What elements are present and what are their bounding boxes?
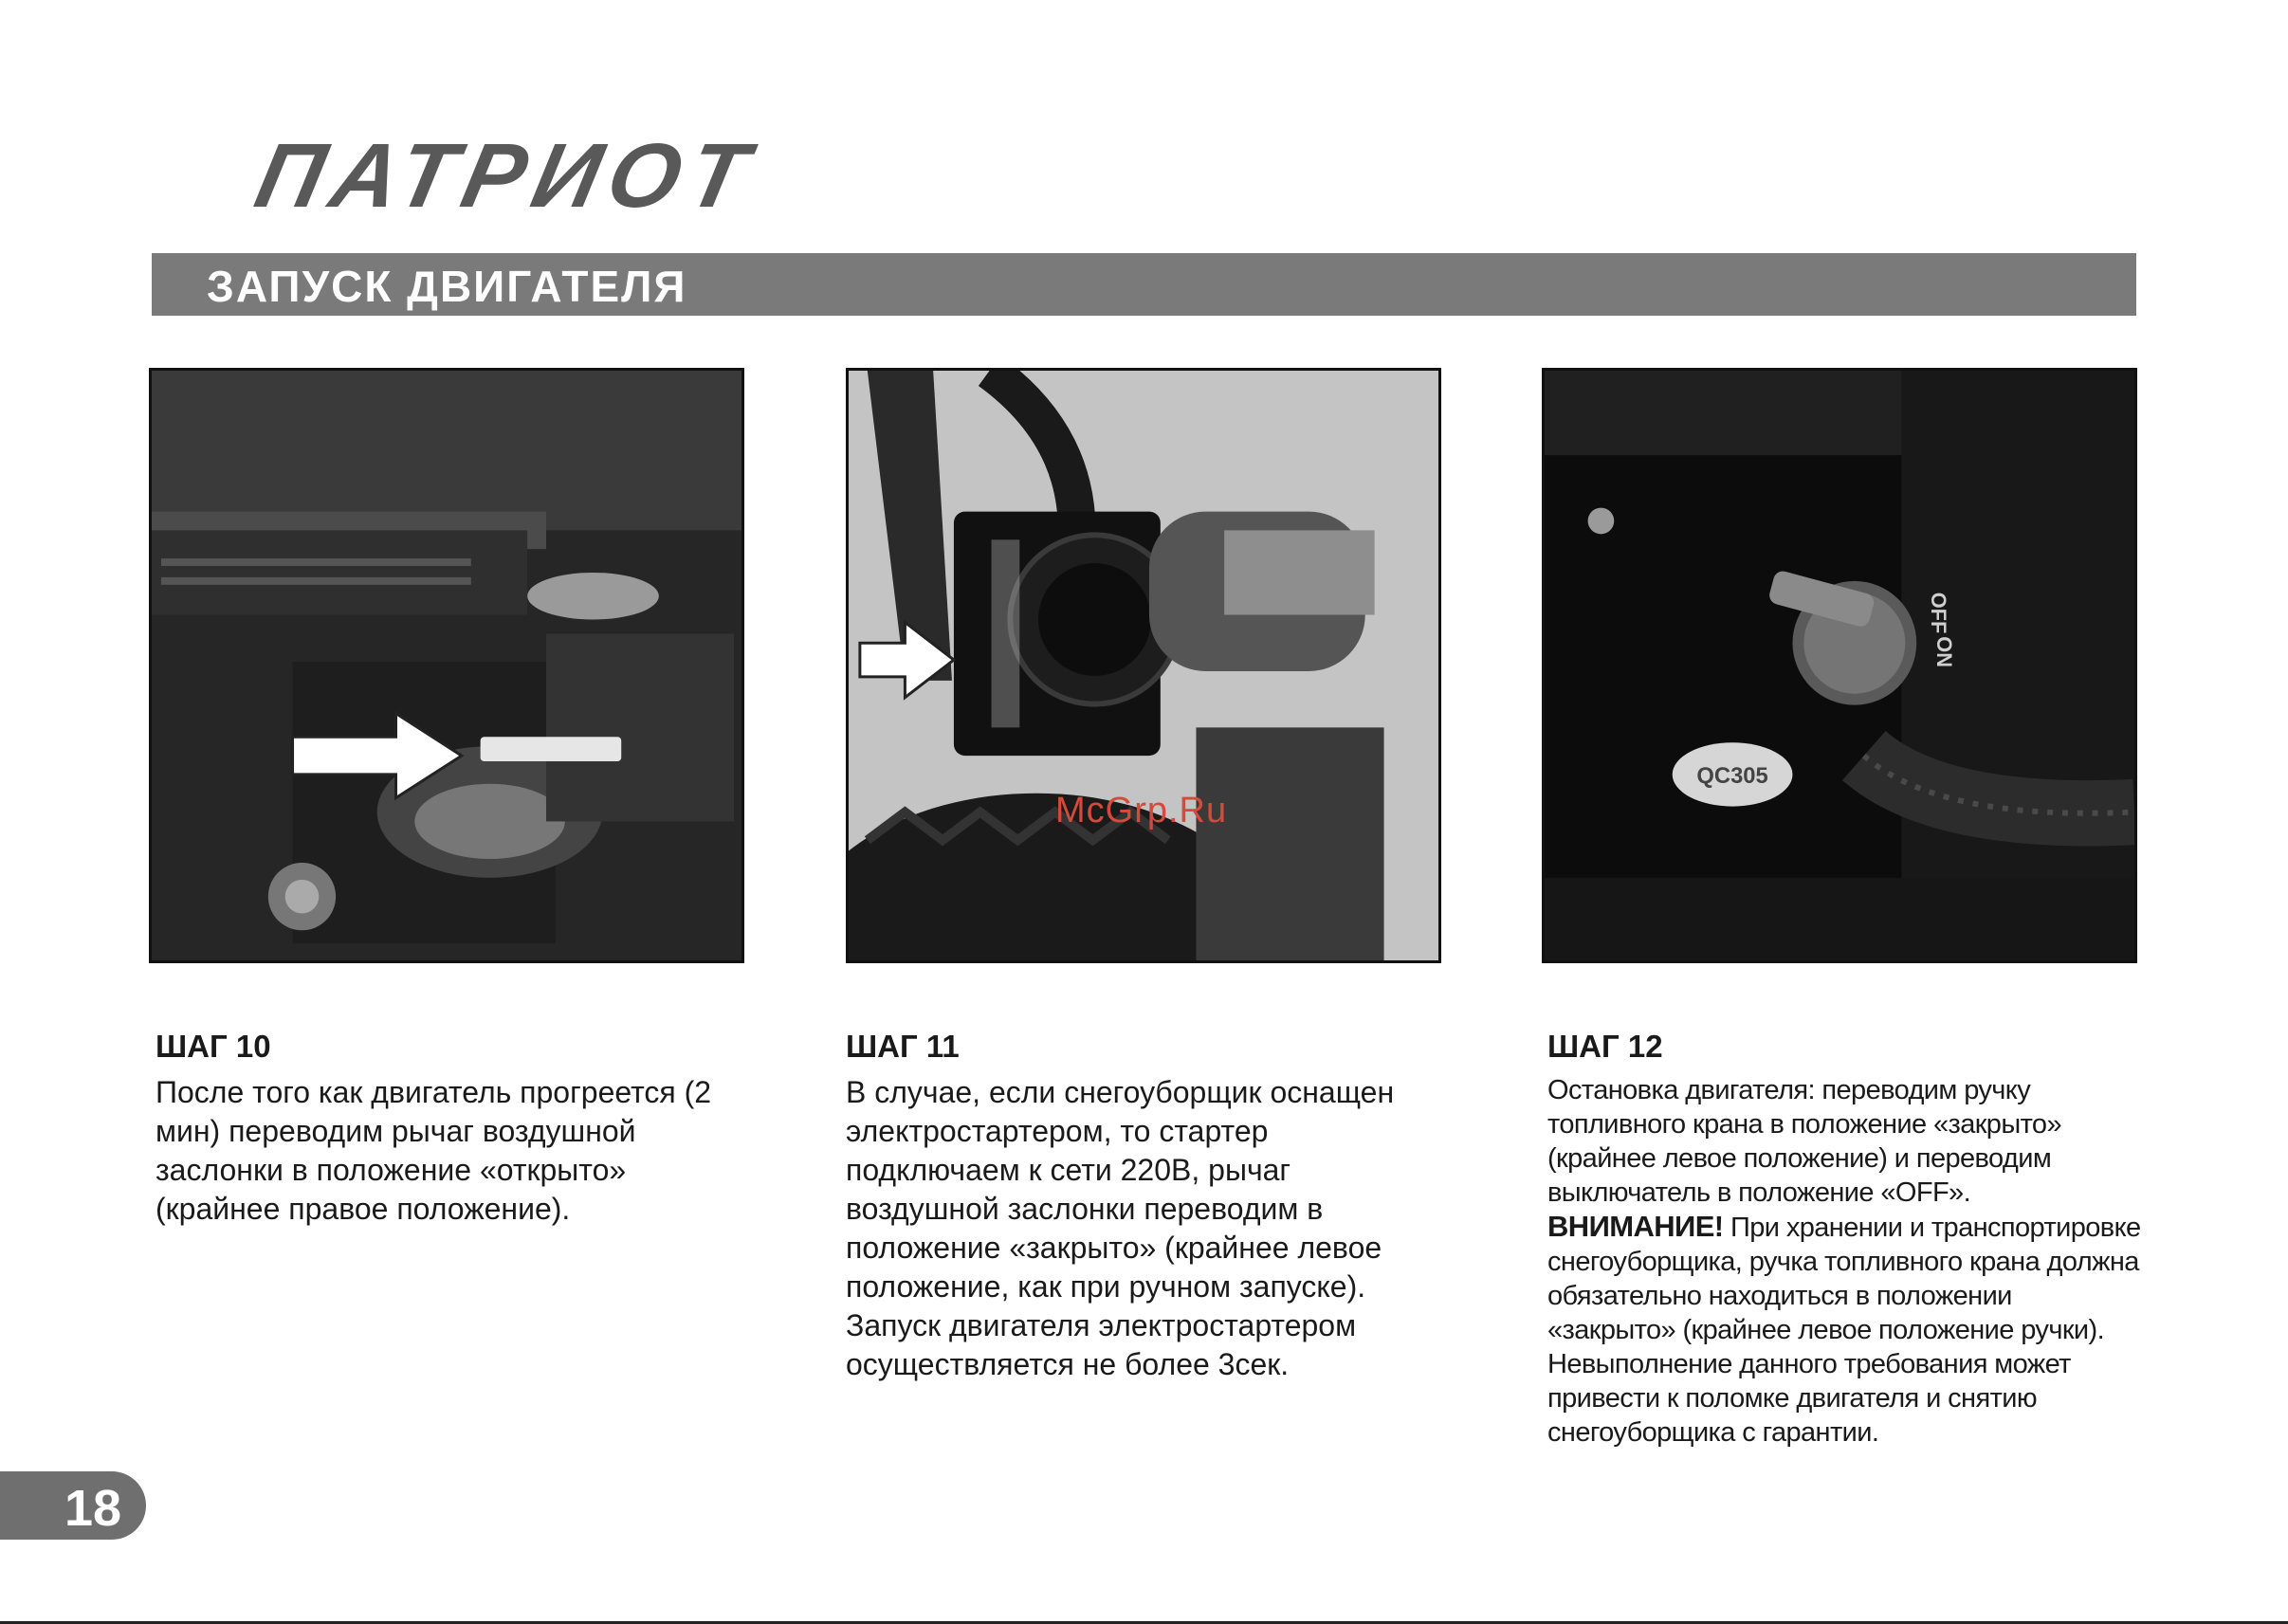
switch-off-label: OFF — [1927, 592, 1951, 634]
step-10-text: После того как двигатель прогреется (2 мин) переводим рычаг воздушной заслонки в положение «открыто» (крайнее правое положение). — [156, 1075, 712, 1226]
step-11-title: ШАГ 11 — [846, 1029, 960, 1064]
step-12-text — [1547, 1073, 2145, 1450]
section-header-bar — [152, 253, 2136, 316]
qc-sticker-label: QC305 — [1696, 762, 1768, 789]
step-12-title: ШАГ 12 — [1547, 1029, 1663, 1064]
fuel-valve-switch-image — [1545, 371, 2134, 960]
step-11-text: В случае, если снегоуборщик оснащен электростартером, то стартер подключаем к сети 220В, рычаг воздушной заслонки переводим в положение «закрыто» (крайнее левое положение, как при ручном запуске). Запуск двигателя электростартером осуществляется не более 3сек. — [846, 1075, 1395, 1381]
step-12-warning-text: При хранении и транспортировке снегоуборщика, ручка топливного крана должна обязательно находиться в положении «закрыто» (крайнее левое положение ручки). Невыполнение данного требования может привести к поломке двигателя и снятию снегоуборщика с гарантии. — [1547, 1213, 2141, 1448]
step-11-photo — [846, 368, 1441, 963]
page-number-tab — [0, 1471, 146, 1540]
step-12-main-text: Остановка двигателя: переводим ручку топливного крана в положение «закрыто» (крайнее левое положение) и переводим выключатель в положение «OFF». — [1547, 1075, 2061, 1208]
switch-on-label: ON — [1932, 636, 1957, 667]
step-12-photo — [1542, 368, 2137, 963]
page-number: 18 — [64, 1480, 122, 1537]
step-10-photo — [149, 368, 744, 963]
watermark: McGrp.Ru — [1055, 791, 1228, 830]
step-12-warning-label: ВНИМАНИЕ! — [1547, 1210, 1724, 1243]
section-title: ЗАПУСК ДВИГАТЕЛЯ — [207, 262, 687, 311]
step-10-title: ШАГ 10 — [156, 1029, 271, 1064]
choke-lever-image — [152, 371, 741, 960]
electric-starter-image — [849, 371, 1438, 960]
brand-logo: ПАТРИОТ — [247, 125, 766, 227]
